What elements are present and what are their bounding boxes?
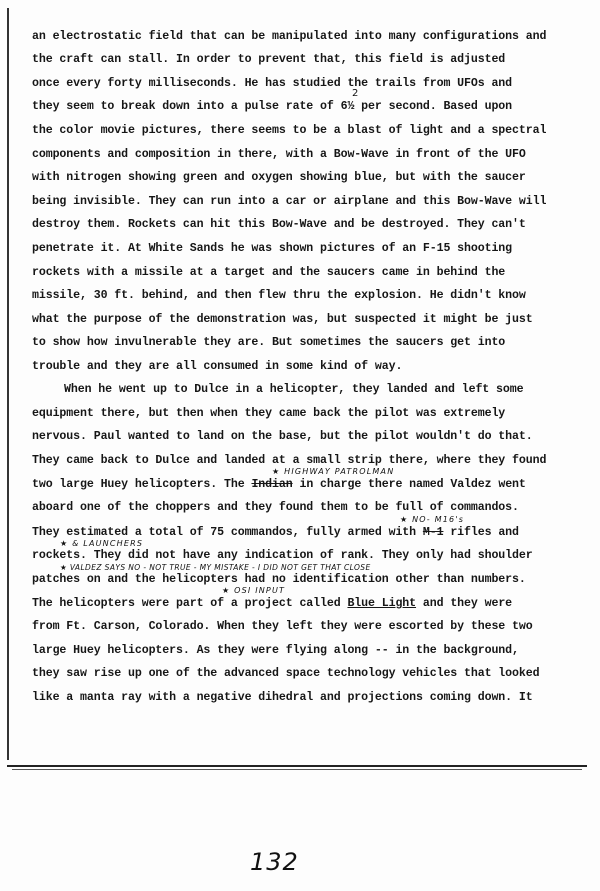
text-line: missile, 30 ft. behind, and then flew thru the explosion. He didn't know: [32, 289, 526, 302]
text-line: [32, 597, 512, 611]
text-line: nervous. Paul wanted to land on the base, but the pilot wouldn't do that.: [32, 430, 533, 443]
handwritten-osi-input: ★ OSI INPUT: [222, 586, 286, 595]
text-line: being invisible. They can run into a car or airplane and this Bow-Wave will: [32, 195, 547, 208]
text-line: large Huey helicopters. As they were flying along -- in the background,: [32, 644, 519, 657]
text-line: to show how invulnerable they are. But sometimes the saucers get into: [32, 336, 506, 349]
text-line: they saw rise up one of the advanced space technology vehicles that looked: [32, 667, 540, 680]
text-line: like a manta ray with a negative dihedral and projections coming down. It: [32, 691, 533, 704]
text-line: with nitrogen showing green and oxygen showing blue, but with the saucer: [32, 171, 526, 184]
text-line: aboard one of the choppers and they found them to be full of commandos.: [32, 501, 519, 514]
text-line: equipment there, but then when they came back the pilot was extremely: [32, 407, 506, 420]
text-line: they seem to break down into a pulse rate of 6½ per second. Based upon: [32, 100, 513, 113]
text-line: trouble and they are all consumed in some kind of way.: [32, 360, 403, 373]
text-segment: rifles and: [450, 526, 519, 539]
text-line: They came back to Dulce and landed at a small strip there, where they found: [32, 454, 547, 467]
text-line: patches on and the helicopters had no identification other than numbers.: [32, 573, 526, 586]
text-line: When he went up to Dulce in a helicopter, they landed and left some: [64, 383, 524, 396]
text-segment: and they were: [422, 597, 513, 610]
handwritten-launchers: ★ & LAUNCHERS: [60, 539, 144, 548]
text-line: penetrate it. At White Sands he was shown pictures of an F-15 shooting: [32, 242, 513, 255]
page-number: 132: [250, 848, 299, 876]
left-margin-rule: [7, 8, 9, 760]
text-line: once every forty milliseconds. He has studied the trails from UFOs and: [32, 77, 513, 90]
handwritten-highway-patrolman: ★ HIGHWAY PATROLMAN: [272, 467, 395, 476]
handwritten-no-m16: ★ NO- M16's: [400, 515, 465, 524]
handwritten-valdez-note: ★ VALDEZ SAYS NO - NOT TRUE - MY MISTAKE - I DID NOT GET THAT CLOSE: [60, 563, 371, 572]
text-segment: They estimated a total of 75 commandos, fully armed with: [32, 526, 417, 539]
handwritten-fraction-mark: 2: [352, 88, 360, 99]
struck-word: M-1: [422, 526, 444, 539]
text-line: rockets. They did not have any indication of rank. They only had shoulder: [32, 549, 533, 562]
text-segment: The helicopters were part of a project called: [32, 597, 341, 610]
text-line: what the purpose of the demonstration was, but suspected it might be just: [32, 313, 533, 326]
text-line: the color movie pictures, there seems to be a blast of light and a spectral: [32, 124, 547, 137]
bottom-rule-secondary: [12, 769, 582, 770]
struck-word: Indian: [251, 478, 293, 491]
text-line: [32, 526, 519, 540]
text-segment: two large Huey helicopters. The: [32, 478, 245, 491]
text-line: the craft can stall. In order to prevent that, this field is adjusted: [32, 53, 506, 66]
project-name: Blue Light: [347, 597, 417, 610]
text-line: rockets with a missile at a target and the saucers came in behind the: [32, 266, 506, 279]
text-line: components and composition in there, with a Bow-Wave in front of the UFO: [32, 148, 526, 161]
text-line: from Ft. Carson, Colorado. When they left they were escorted by these two: [32, 620, 533, 633]
bottom-rule: [7, 765, 587, 767]
text-line: [32, 478, 526, 492]
text-line: an electrostatic field that can be manipulated into many configurations and: [32, 30, 547, 43]
text-line: destroy them. Rockets can hit this Bow-Wave and be destroyed. They can't: [32, 218, 526, 231]
text-segment: in charge there named Valdez went: [299, 478, 526, 491]
